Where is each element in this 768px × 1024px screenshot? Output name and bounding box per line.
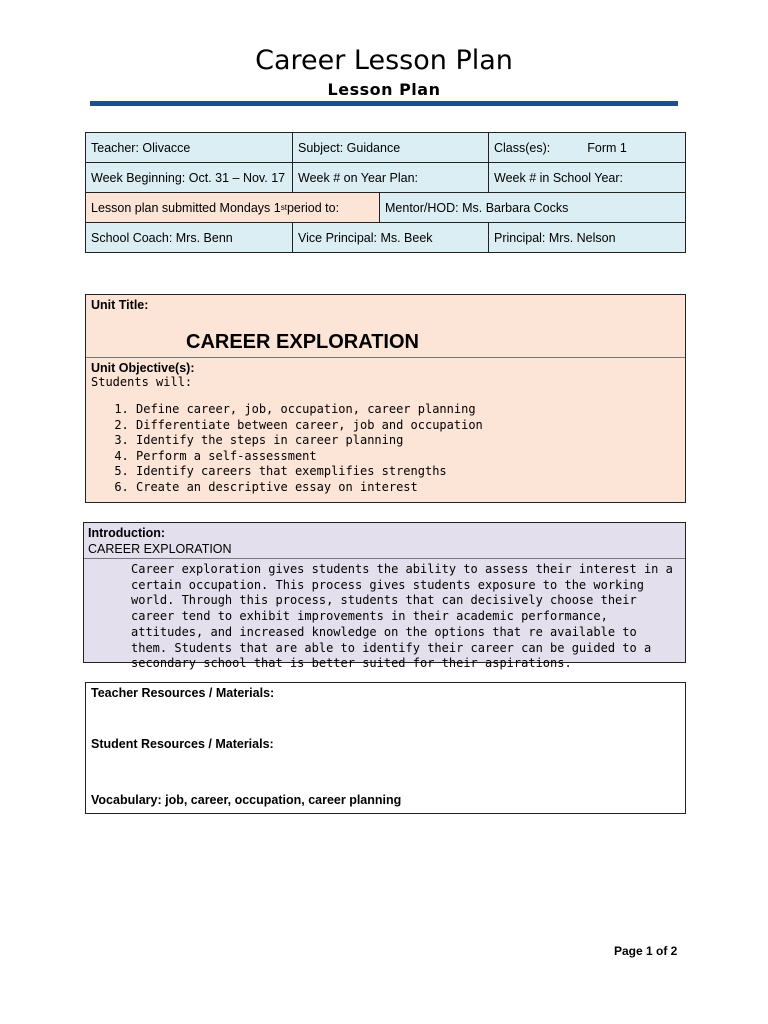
teacher-cell: Teacher: Olivacce <box>86 133 293 163</box>
introduction-section <box>83 522 686 671</box>
mentor-cell: Mentor/HOD: Ms. Barbara Cocks <box>385 200 569 215</box>
classes-value: Form 1 <box>587 140 627 155</box>
introduction-header <box>84 523 685 559</box>
title-divider <box>90 101 678 106</box>
subject-cell: Subject: Guidance <box>293 133 489 163</box>
vice-principal-cell: Vice Principal: Ms. Beek <box>293 223 489 253</box>
principal-cell: Principal: Mrs. Nelson <box>489 223 686 253</box>
unit-objectives <box>86 358 685 496</box>
introduction-text: Career exploration gives students the ability to assess their interest in a certain occupation. This process gives students exposure to the working world. Through this process, students that can decisively choose their career tend to exhibit improvements in their academic performance, attitudes, and increased knowledge on the options that re available to them. Students that are able to identify their career can be guided to a secondary school that is better suited for their aspirations. <box>131 562 673 671</box>
introduction-label: Introduction: <box>88 526 166 540</box>
vocabulary-line: Vocabulary: job, career, occupation, career planning <box>91 793 402 807</box>
week-beginning-cell: Week Beginning: Oct. 31 – Nov. 17 <box>86 163 293 193</box>
document-subtitle: Lesson Plan <box>327 80 441 99</box>
introduction-heading: CAREER EXPLORATION <box>88 542 232 556</box>
list-item: 6. Create an descriptive essay on interest <box>136 480 680 496</box>
unit-section <box>85 294 686 503</box>
week-year-plan-cell: Week # on Year Plan: <box>293 163 489 193</box>
page-number: Page 1 of 2 <box>614 944 678 958</box>
list-item: 3. Identify the steps in career planning <box>136 433 680 449</box>
list-item: 1. Define career, job, occupation, career planning <box>136 402 680 418</box>
objective-list <box>91 402 680 496</box>
objective-label: Unit Objective(s): <box>91 361 195 375</box>
list-item: 4. Perform a self-assessment <box>136 449 680 465</box>
table-row <box>86 133 686 163</box>
table-row <box>86 223 686 253</box>
unit-title-row <box>86 295 685 358</box>
resources-section <box>85 682 686 814</box>
classes-label: Class(es): <box>494 140 551 155</box>
list-item: 2. Differentiate between career, job and occupation <box>136 418 680 434</box>
document-title: Career Lesson Plan <box>255 45 513 76</box>
coach-cell: School Coach: Mrs. Benn <box>86 223 293 253</box>
classes-cell <box>489 133 686 163</box>
table-row <box>86 193 686 223</box>
unit-title: CAREER EXPLORATION <box>186 331 419 353</box>
lesson-info-table <box>85 132 686 253</box>
table-row <box>86 163 686 193</box>
student-resources-label: Student Resources / Materials: <box>91 737 274 751</box>
list-item: 5. Identify careers that exemplifies strengths <box>136 464 680 480</box>
teacher-resources-label: Teacher Resources / Materials: <box>91 686 275 700</box>
unit-title-label: Unit Title: <box>91 298 149 312</box>
week-school-year-cell: Week # in School Year: <box>489 163 686 193</box>
submitted-cell: Lesson plan submitted Mondays 1 st period to: <box>86 193 380 222</box>
objective-intro: Students will: <box>91 375 193 389</box>
